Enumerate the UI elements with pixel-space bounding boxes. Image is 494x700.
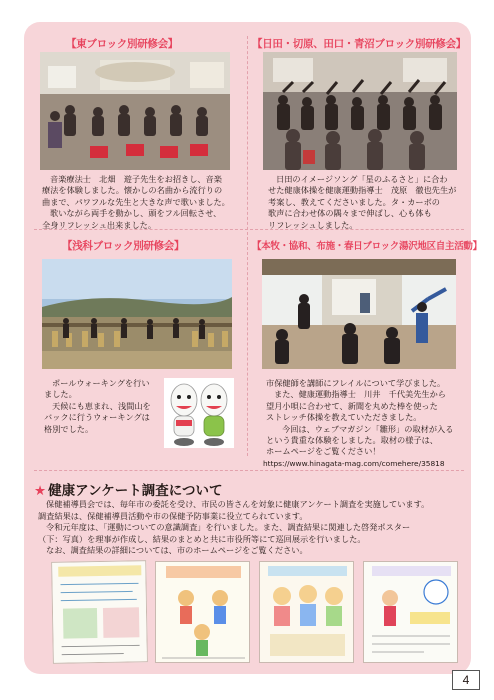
poster-3 xyxy=(259,561,354,663)
text-line: 全身リフレッシュ出来ました。 xyxy=(42,219,157,230)
text-line: 曲まで、パワフルな先生と大きな声で歌いました。 xyxy=(42,196,230,207)
photo-pole-walking xyxy=(42,259,232,369)
text-line: せた健康体操を健康運動指導士 茂原 徹也先生が xyxy=(268,185,457,196)
survey-body xyxy=(38,499,468,557)
poster-2 xyxy=(155,561,250,663)
vertical-divider xyxy=(247,36,248,456)
text-line: 考案し、教えてくださいました。タ・カーボの xyxy=(268,196,440,207)
page-number: 4 xyxy=(452,670,480,690)
text-line: 望月小唄に合わせて、新聞を丸めた棒を使った xyxy=(266,400,438,411)
survey-title-text: 健康アンケート調査について xyxy=(48,483,223,499)
photo-mascots xyxy=(164,378,234,448)
text-line: 音楽療法士 北畑 遊子先生をお招きし、音楽 xyxy=(50,174,222,184)
text-line: 市保健師を講師にフレイルについて学びました。 xyxy=(266,378,446,388)
text-line: 天候にも恵まれ、浅間山を xyxy=(52,400,151,411)
section-title-east: 【東ブロック別研修会】 xyxy=(66,38,178,50)
text-line: ホームページをご覧ください！ xyxy=(266,446,381,457)
text-line: なお、調査結果の詳細については、市のホームページをご覧ください。 xyxy=(46,545,308,556)
text-line: 保健補導員会では、毎年市の委託を受け、市民の皆さんを対象に健康アンケート調査を実施しています。 xyxy=(46,499,430,509)
text-line: 歌いながら両手を動かし、頭をフル回転させ、 xyxy=(50,208,222,219)
poster-4 xyxy=(363,561,458,663)
section-title-motomaki: 【本牧・協和、布施・春日ブロック湯沢地区自主活動】 xyxy=(252,241,482,252)
photo-music-therapy xyxy=(40,52,230,170)
hinagata-link[interactable]: https://www.hinagata-mag.com/comehere/35818 xyxy=(263,459,445,468)
star-icon: ★ xyxy=(34,483,47,499)
section-text-east xyxy=(42,174,232,231)
text-line: また、健康運動指導士 川井 千代美先生から xyxy=(274,389,446,400)
section-text-hiketa xyxy=(268,174,464,231)
section-title-hiketa: 【日田・切原、田口・青沼ブロック別研修会】 xyxy=(252,38,466,50)
text-line: （下：写真）を理事が作成し、結果のまとめと共に市役所等にて巡回展示を行いました。 xyxy=(38,533,366,544)
poster-1 xyxy=(51,560,148,664)
text-line: という貴重な体験をしました。取材の様子は、 xyxy=(266,435,438,446)
text-line: 歌声に合わせ体の隅々まで伸ばし、心も体も xyxy=(268,208,432,219)
text-line: バックに行うウォーキングは xyxy=(44,412,150,423)
text-line: リフレッシュしました。 xyxy=(268,219,358,230)
horizontal-divider-bottom xyxy=(34,470,464,471)
text-line: 調査結果は、保健補導員活動や市の保健予防事業に役立てられています。 xyxy=(38,510,308,521)
text-line: 今回は、ウェブマガジン「雛形」の取材が入る xyxy=(282,423,454,434)
section-text-asashina xyxy=(44,378,162,435)
text-line: 令和元年度は、「運動についての意識調査」を行いました。また、調査結果に関連した啓発ポスター xyxy=(46,522,411,533)
section-title-asashina: 【浅科ブロック別研修会】 xyxy=(62,240,185,252)
photo-health-exercise xyxy=(263,52,457,170)
text-line: 日田のイメージソング「星のふるさと」に合わ xyxy=(276,174,448,184)
text-line: 格別でした。 xyxy=(44,423,94,434)
text-line: 療法を体験しました。懐かしの名曲から流行りの xyxy=(42,185,223,196)
section-text-motomaki xyxy=(266,378,466,458)
text-line: ストレッチ体操を教えていただきました。 xyxy=(266,412,422,423)
text-line: ました。 xyxy=(44,389,77,400)
text-line: ポールウォーキングを行い xyxy=(52,378,150,388)
photo-frailty-class xyxy=(262,259,456,369)
survey-heading xyxy=(34,479,223,499)
